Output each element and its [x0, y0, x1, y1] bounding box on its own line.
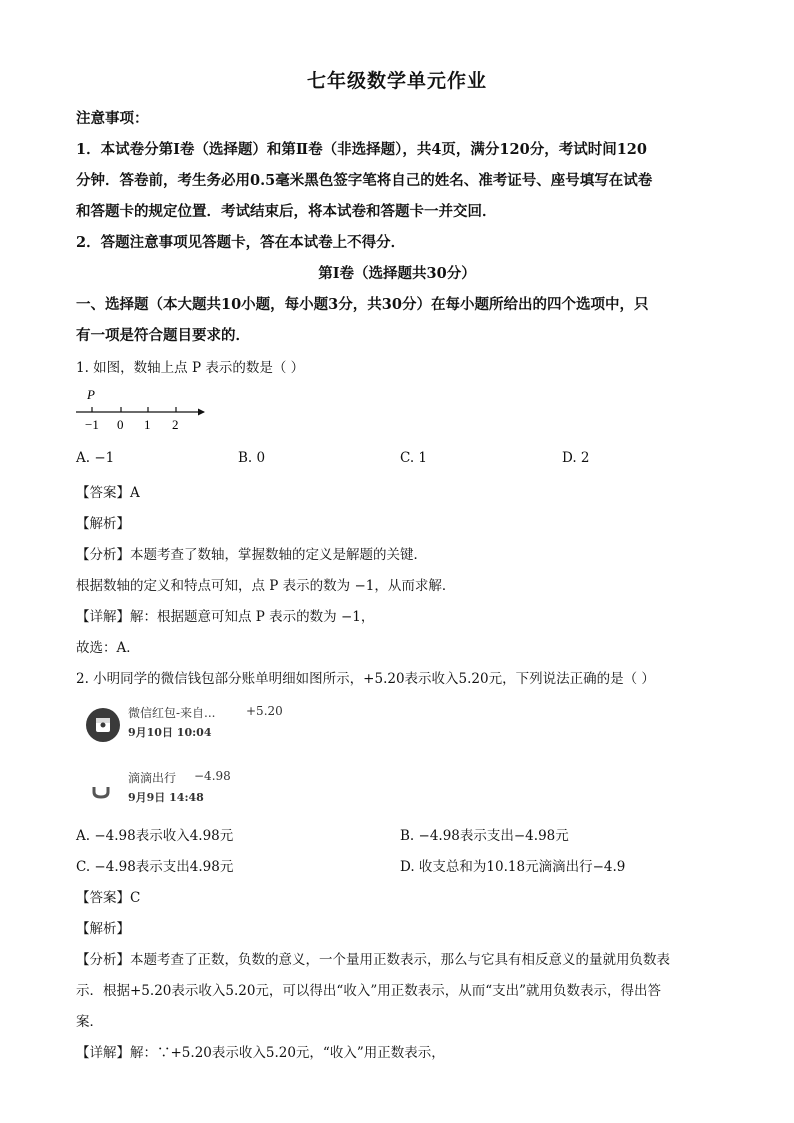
point-p-label: P — [87, 387, 95, 402]
number-line-arrow — [198, 409, 205, 416]
q2-analysis-line3: 案． — [76, 1014, 103, 1030]
tick-label: −1 — [85, 417, 99, 432]
q1-option-b: B. 0 — [238, 450, 266, 466]
didi-logo-icon — [92, 785, 110, 799]
q2-analysis-line1: 【分析】本题考查了正数，负数的意义，一个量用正数表示，那么与它具有相反意义的量就用负数表 — [76, 952, 670, 968]
page-title: 七年级数学单元作业 — [306, 70, 487, 92]
q1-conclusion: 故选：A． — [76, 640, 140, 656]
q2-stem: 2. 小明同学的微信钱包部分账单明细如图所示，+5.20表示收入5.20元，下列说法正确的是（ ） — [76, 671, 655, 687]
q2-option-d: D. 收支总和为10.18元滴滴出行−4.9 — [400, 859, 626, 875]
notice-1-line2: 分钟．答卷前，考生务必用0.5毫米黑色签字笔将自己的姓名、准考证号、座号填写在试卷 — [76, 172, 653, 189]
q2-option-a: A. −4.98表示收入4.98元 — [76, 828, 234, 844]
bill1-amount: +5.20 — [246, 704, 283, 718]
number-line-figure — [74, 385, 214, 435]
q1-detail: 【详解】解：根据题意可知点 P 表示的数为 −1， — [76, 609, 375, 625]
q1-analysis-2: 根据数轴的定义和特点可知，点 P 表示的数为 −1，从而求解． — [76, 578, 456, 594]
q2-answer: 【答案】C — [76, 890, 141, 906]
part1-line1: 一、选择题（本大题共10小题，每小题3分，共30分）在每小题所给出的四个选项中，只 — [76, 296, 649, 313]
q1-analysis: 【分析】本题考查了数轴，掌握数轴的定义是解题的关键． — [76, 547, 427, 563]
q1-answer: 【答案】A — [76, 485, 140, 501]
bill1-time: 9月10日 10:04 — [128, 726, 212, 739]
q1-stem: 1. 如图，数轴上点 P 表示的数是（ ） — [76, 360, 305, 376]
tick-label: 0 — [117, 417, 124, 432]
part1-line2: 有一项是符合题目要求的． — [76, 327, 250, 344]
tick-label: 2 — [172, 417, 179, 432]
bill2-name: 滴滴出行 — [128, 771, 177, 785]
q2-analysis-label: 【解析】 — [76, 921, 130, 937]
section-title: 第Ⅰ卷（选择题共30分） — [318, 265, 476, 282]
q1-option-c: C. 1 — [400, 450, 428, 466]
bill2-amount: −4.98 — [194, 769, 231, 783]
bill2-time: 9月9日 14:48 — [128, 791, 204, 804]
notice-heading: 注意事项： — [76, 110, 149, 127]
tick-label: 1 — [144, 417, 151, 432]
q1-analysis-label: 【解析】 — [76, 516, 130, 532]
notice-2: 2．答题注意事项见答题卡，答在本试卷上不得分． — [76, 234, 406, 251]
q2-option-c: C. −4.98表示支出4.98元 — [76, 859, 234, 875]
q2-analysis-line2: 示．根据+5.20表示收入5.20元，可以得出“收入”用正数表示，从而“支出”就用负数表示，得出答 — [76, 983, 662, 999]
wallet-avatar-icon — [86, 708, 120, 742]
notice-1-line1: 1．本试卷分第Ⅰ卷（选择题）和第Ⅱ卷（非选择题），共4页，满分120分，考试时间120 — [76, 141, 647, 158]
q2-option-b: B. −4.98表示支出−4.98元 — [400, 828, 569, 844]
q1-option-d: D. 2 — [562, 450, 590, 466]
bill1-name: 微信红包-来自... — [128, 706, 216, 720]
q2-detail: 【详解】解：∵+5.20表示收入5.20元，“收入”用正数表示， — [76, 1045, 445, 1061]
q1-option-a: A. −1 — [76, 450, 115, 466]
notice-1-line3: 和答题卡的规定位置．考试结束后，将本试卷和答题卡一并交回． — [76, 203, 497, 220]
